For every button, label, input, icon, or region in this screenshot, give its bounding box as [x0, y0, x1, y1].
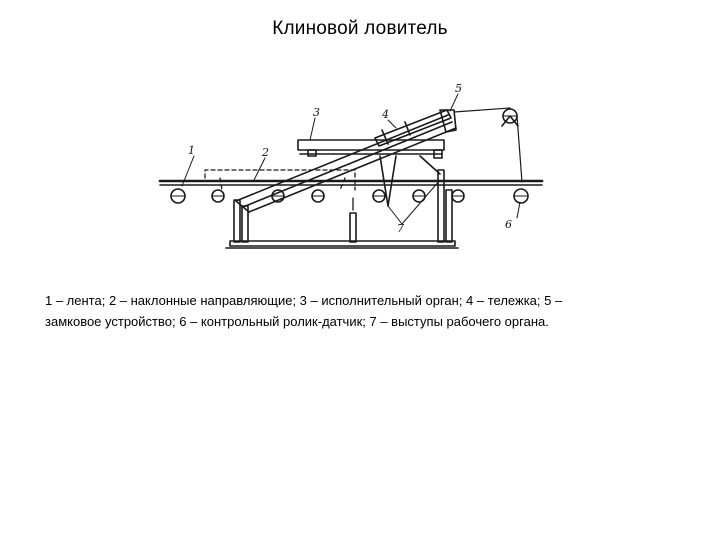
caption-line-2: замковое устройство; 6 – контрольный ролик-датчик; 7 – выступы рабочего органа. [45, 314, 549, 329]
leader-lines [182, 94, 520, 224]
roller [312, 190, 324, 202]
roller [212, 190, 224, 202]
control-roller-sensor [502, 109, 528, 203]
label-3: 3 [313, 106, 320, 119]
label-1: 1 [188, 144, 195, 157]
roller [452, 190, 464, 202]
label-4: 4 [382, 108, 389, 121]
lock-device [440, 108, 510, 132]
caption-line-1: 1 – лента; 2 – наклонные направляющие; 3 – исполнительный орган; 4 – тележка; 5 – [45, 293, 563, 308]
wedge-catcher-diagram [150, 78, 550, 258]
figure-caption [45, 290, 685, 332]
label-6: 6 [505, 218, 512, 231]
roller [373, 190, 385, 202]
belt-rollers [171, 189, 464, 203]
label-2: 2 [262, 146, 269, 159]
label-7: 7 [397, 222, 404, 235]
label-5: 5 [455, 82, 462, 95]
roller [171, 189, 185, 203]
part-labels [188, 82, 512, 235]
conveyor-belt [160, 181, 542, 185]
slide-title: Клиновой ловитель [272, 18, 448, 39]
